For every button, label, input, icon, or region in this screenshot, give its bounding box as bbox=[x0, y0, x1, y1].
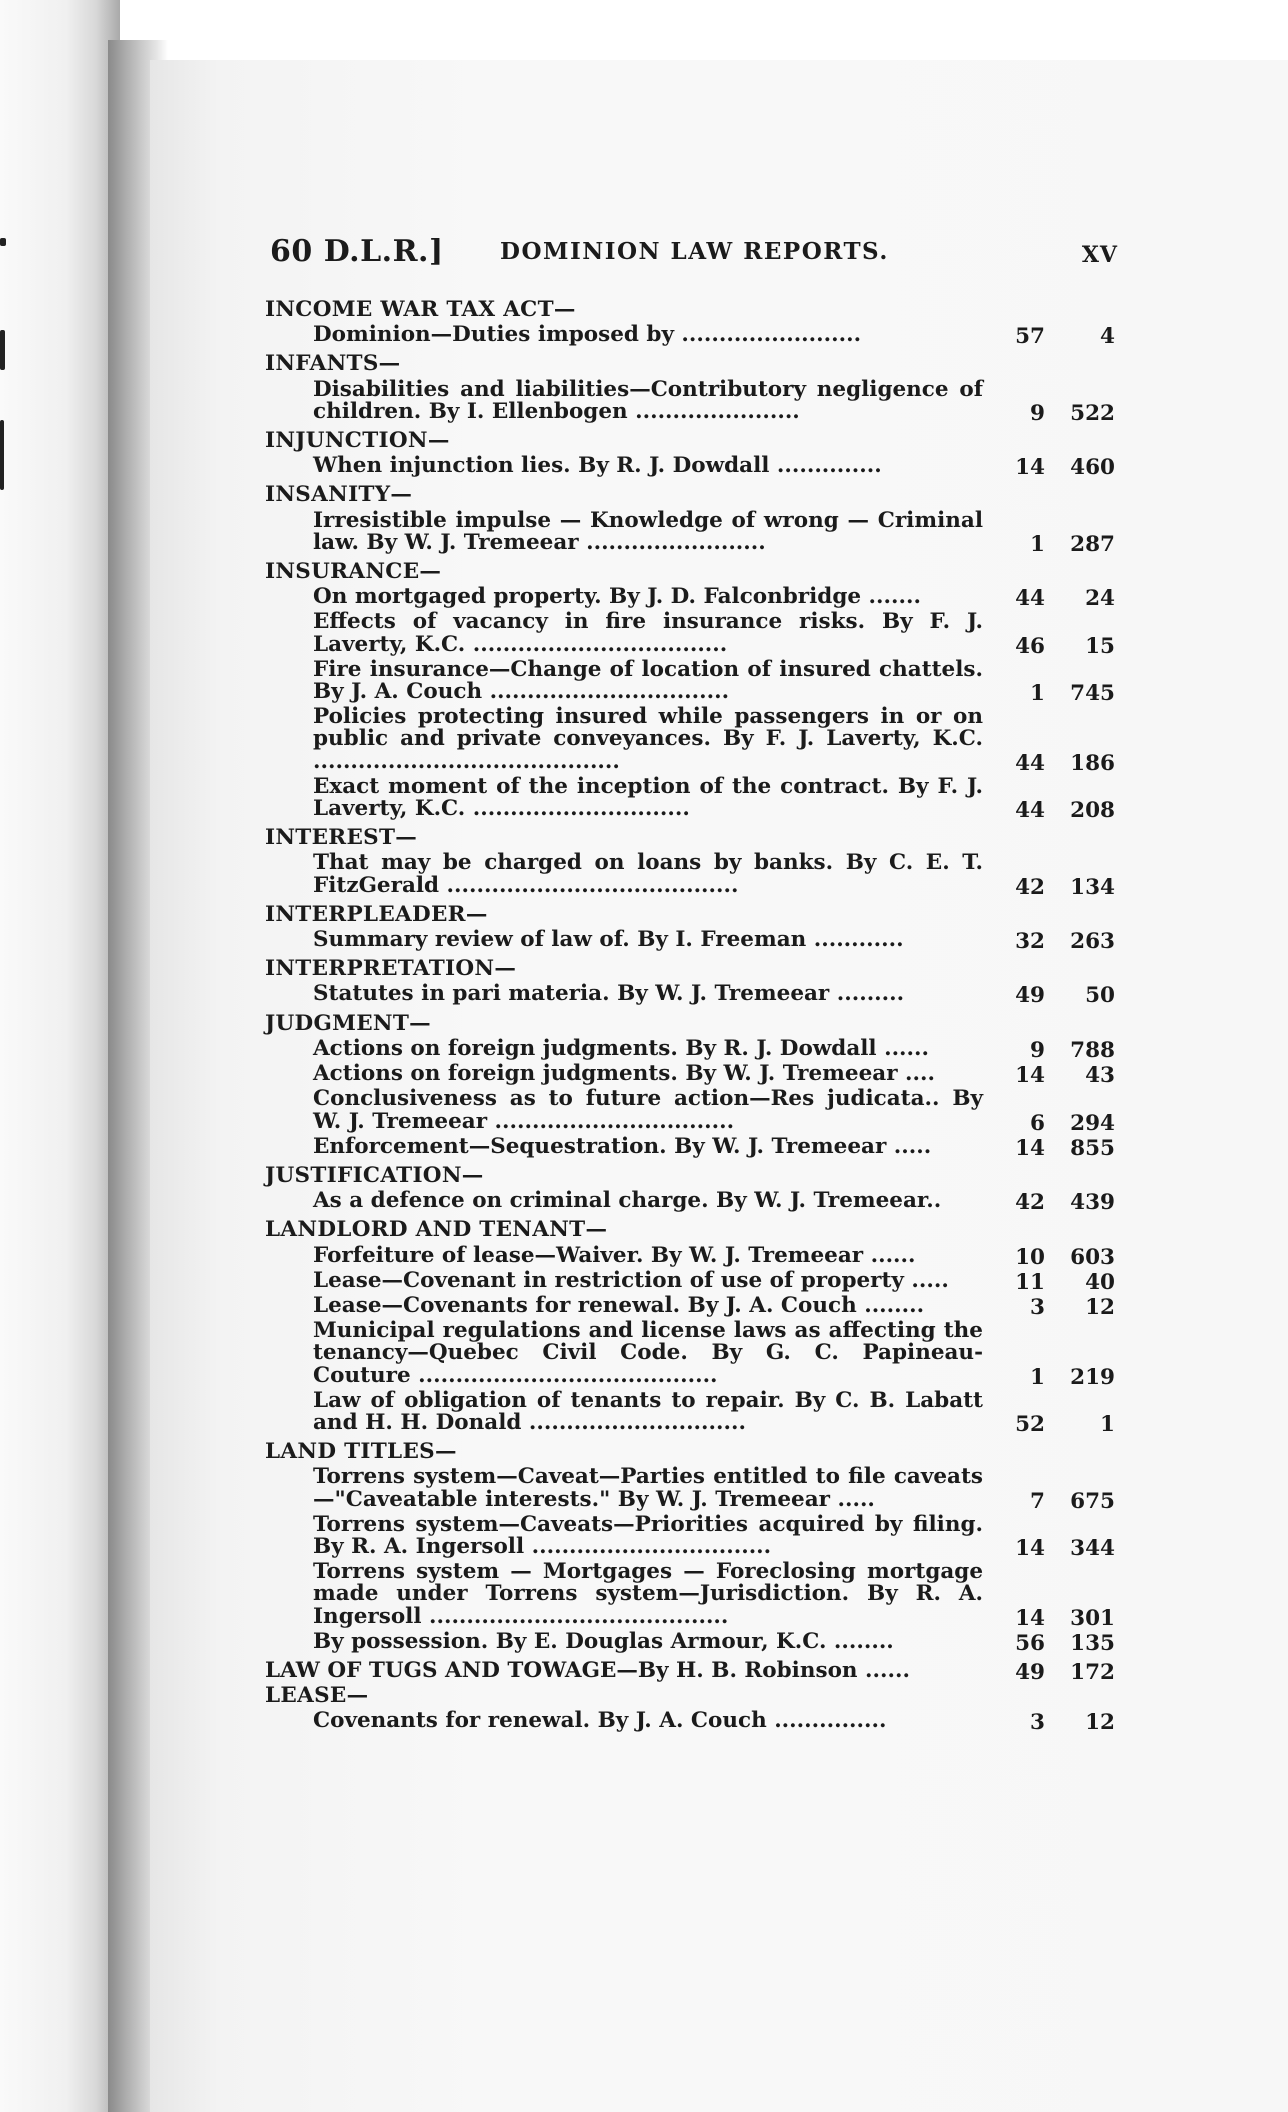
entry-page: 15 bbox=[1085, 633, 1115, 659]
entry-volume: 6 bbox=[1030, 1110, 1045, 1136]
entry-text: Conclusiveness as to future action—Res judicata.. By W. J. Tremeear ................................ bbox=[313, 1086, 983, 1134]
entry-volume: 42 bbox=[1015, 1190, 1045, 1216]
entry-volume: 44 bbox=[1015, 798, 1045, 824]
section-heading: INTERPRETATION— bbox=[265, 956, 517, 982]
entry-page: 50 bbox=[1085, 983, 1115, 1009]
entry-page: 788 bbox=[1070, 1037, 1115, 1063]
index-entry bbox=[265, 1511, 1115, 1561]
entry-volume: 44 bbox=[1015, 750, 1045, 776]
entry-text: Actions on foreign judgments. By R. J. Dowdall ...... bbox=[313, 1035, 929, 1061]
index-entry bbox=[265, 322, 1115, 350]
entry-volume: 57 bbox=[1015, 324, 1045, 350]
entry-text: As a defence on criminal charge. By W. J. Tremeear.. bbox=[313, 1188, 942, 1214]
entry-page: 219 bbox=[1070, 1364, 1115, 1390]
volume-label: 60 D.L.R.] bbox=[270, 234, 444, 269]
entry-page: 135 bbox=[1070, 1630, 1115, 1656]
index-entry bbox=[265, 1628, 1115, 1656]
entry-text: Dominion—Duties imposed by ........................ bbox=[313, 322, 862, 348]
entry-page: 675 bbox=[1070, 1488, 1115, 1514]
section-heading: LEASE— bbox=[265, 1683, 369, 1709]
entry-volume: 49 bbox=[1015, 983, 1045, 1009]
index-entry bbox=[265, 850, 1115, 900]
entry-page: 208 bbox=[1070, 798, 1115, 824]
index-entry bbox=[265, 376, 1115, 426]
index-section bbox=[265, 1217, 1115, 1437]
entry-volume: 14 bbox=[1015, 455, 1045, 481]
entry-page: 12 bbox=[1085, 1294, 1115, 1320]
publication-title: DOMINION LAW REPORTS. bbox=[500, 238, 889, 265]
entry-volume: 1 bbox=[1030, 681, 1045, 707]
index-entry bbox=[265, 507, 1115, 557]
index-section bbox=[265, 1683, 1115, 1736]
index-entry bbox=[265, 1188, 1115, 1216]
index-entry bbox=[265, 773, 1115, 824]
index-entry bbox=[265, 1464, 1115, 1514]
section-heading: JUSTIFICATION— bbox=[265, 1162, 484, 1188]
entry-volume: 42 bbox=[1015, 874, 1045, 900]
entry-text: Forfeiture of lease—Waiver. By W. J. Tremeear ...... bbox=[313, 1242, 916, 1268]
entry-page: 1 bbox=[1100, 1411, 1115, 1437]
entry-text: By possession. By E. Douglas Armour, K.C. ........ bbox=[313, 1628, 894, 1654]
entry-volume: 14 bbox=[1015, 1605, 1045, 1631]
entry-page: 186 bbox=[1070, 750, 1115, 776]
entry-volume: 9 bbox=[1030, 400, 1045, 426]
entry-volume: 32 bbox=[1015, 929, 1045, 955]
section-heading: LANDLORD AND TENANT— bbox=[265, 1217, 608, 1243]
index-entry bbox=[265, 1035, 1115, 1063]
entry-page: 301 bbox=[1070, 1605, 1115, 1631]
entry-volume: 1 bbox=[1030, 531, 1045, 557]
entry-volume: 14 bbox=[1015, 1063, 1045, 1089]
entry-volume: 10 bbox=[1015, 1244, 1045, 1270]
index-section bbox=[265, 825, 1115, 900]
index-entry bbox=[265, 1708, 1115, 1736]
entry-volume: 7 bbox=[1030, 1488, 1045, 1514]
entry-volume: 14 bbox=[1015, 1135, 1045, 1161]
index-entry bbox=[265, 981, 1115, 1009]
section-heading: INJUNCTION— bbox=[265, 428, 450, 454]
entry-page: 855 bbox=[1070, 1135, 1115, 1161]
edge-speck bbox=[0, 330, 5, 370]
index-section bbox=[265, 482, 1115, 557]
index-entry bbox=[265, 1318, 1115, 1390]
entry-volume: 11 bbox=[1015, 1269, 1045, 1295]
entry-page: 24 bbox=[1085, 586, 1115, 612]
section-heading: JUDGMENT— bbox=[265, 1010, 431, 1036]
index-section bbox=[265, 351, 1115, 426]
section-heading: LAND TITLES— bbox=[265, 1439, 457, 1465]
binding-gutter bbox=[0, 0, 120, 2112]
index-entry bbox=[265, 704, 1115, 776]
edge-speck bbox=[0, 420, 4, 490]
entry-page: 134 bbox=[1070, 874, 1115, 900]
section-heading: INTERPLEADER— bbox=[265, 901, 488, 927]
index-entry-tugs bbox=[265, 1657, 1115, 1685]
index-section bbox=[265, 297, 1115, 350]
entry-text: Enforcement—Sequestration. By W. J. Tremeear ..... bbox=[313, 1133, 932, 1159]
entry-text: Exact moment of the inception of the contract. By F. J. Laverty, K.C. ............................. bbox=[313, 773, 983, 822]
entry-page: 344 bbox=[1070, 1535, 1115, 1561]
index-entry bbox=[265, 609, 1115, 659]
index-section bbox=[265, 1162, 1115, 1216]
index-entry bbox=[265, 1267, 1115, 1295]
entry-text: Municipal regulations and license laws as affecting the tenancy—Quebec Civil Code. By G. C. Papineau-Couture ........................................ bbox=[313, 1318, 983, 1388]
entry-text: Torrens system—Caveats—Priorities acquired by filing. By R. A. Ingersoll ................................ bbox=[313, 1511, 983, 1559]
edge-speck bbox=[0, 238, 6, 246]
entry-volume: 14 bbox=[1015, 1535, 1045, 1561]
entry-volume: 1 bbox=[1030, 1364, 1045, 1390]
entry-text: Lease—Covenant in restriction of use of property ..... bbox=[313, 1267, 949, 1293]
section-heading: INSURANCE— bbox=[265, 559, 442, 585]
index-section bbox=[265, 1010, 1115, 1161]
entry-volume: 3 bbox=[1030, 1294, 1045, 1320]
index-entry bbox=[265, 927, 1115, 955]
entry-page: 522 bbox=[1070, 400, 1115, 426]
index-entry bbox=[265, 1387, 1115, 1437]
index-section bbox=[265, 428, 1115, 481]
section-heading: INTEREST— bbox=[265, 825, 418, 851]
index-section bbox=[265, 956, 1115, 1009]
index-entry bbox=[265, 1559, 1115, 1631]
entry-page: 603 bbox=[1070, 1244, 1115, 1270]
entry-text: That may be charged on loans by banks. By C. E. T. FitzGerald ....................................... bbox=[313, 850, 983, 898]
entry-text: Summary review of law of. By I. Freeman ............ bbox=[313, 927, 904, 953]
entry-volume: 46 bbox=[1015, 633, 1045, 659]
page-numeral: XV bbox=[1081, 242, 1118, 268]
index-entry bbox=[265, 1242, 1115, 1270]
entry-text: Lease—Covenants for renewal. By J. A. Couch ........ bbox=[313, 1292, 925, 1318]
entry-text: Torrens system—Caveat—Parties entitled to file caveats —"Caveatable interests." By W. J. Tremeear ..... bbox=[313, 1464, 983, 1512]
running-header bbox=[270, 234, 1118, 274]
entry-volume: 44 bbox=[1015, 586, 1045, 612]
entry-page: 745 bbox=[1070, 681, 1115, 707]
section-heading: INSANITY— bbox=[265, 482, 413, 508]
entry-volume: 56 bbox=[1015, 1630, 1045, 1656]
index-section bbox=[265, 901, 1115, 955]
index-entry bbox=[265, 1133, 1115, 1161]
entry-page: 4 bbox=[1100, 324, 1115, 350]
index-entry bbox=[265, 1292, 1115, 1320]
entry-text: Torrens system — Mortgages — Foreclosing mortgage made under Torrens system—Jurisdiction. By R. A. Ingersoll ........................................ bbox=[313, 1559, 983, 1629]
entry-page: 12 bbox=[1085, 1710, 1115, 1736]
index-entry bbox=[265, 1086, 1115, 1136]
entry-text: LAW OF TUGS AND TOWAGE—By H. B. Robinson ...... bbox=[265, 1657, 910, 1683]
index-entry bbox=[265, 453, 1115, 481]
entry-text: Actions on foreign judgments. By W. J. Tremeear .... bbox=[313, 1061, 935, 1087]
entry-text: Statutes in pari materia. By W. J. Tremeear ......... bbox=[313, 981, 905, 1007]
index-entry bbox=[265, 1061, 1115, 1089]
entry-page: 40 bbox=[1085, 1269, 1115, 1295]
index-entry bbox=[265, 584, 1115, 612]
index-section bbox=[265, 559, 1115, 824]
entry-page: 439 bbox=[1070, 1190, 1115, 1216]
section-heading: INCOME WAR TAX ACT— bbox=[265, 297, 576, 322]
subject-index bbox=[265, 292, 1115, 1736]
entry-page: 460 bbox=[1070, 455, 1115, 481]
entry-text: On mortgaged property. By J. D. Falconbridge ....... bbox=[313, 584, 921, 610]
entry-text: When injunction lies. By R. J. Dowdall .............. bbox=[313, 453, 882, 479]
entry-text: Covenants for renewal. By J. A. Couch ............... bbox=[313, 1708, 887, 1734]
entry-volume: 52 bbox=[1015, 1411, 1045, 1437]
entry-volume: 3 bbox=[1030, 1710, 1045, 1736]
entry-text: Fire insurance—Change of location of insured chattels. By J. A. Couch ................................ bbox=[313, 656, 983, 705]
entry-page: 172 bbox=[1070, 1659, 1115, 1685]
entry-page: 287 bbox=[1070, 531, 1115, 557]
entry-page: 43 bbox=[1085, 1063, 1115, 1089]
section-heading: INFANTS— bbox=[265, 351, 401, 377]
index-entry bbox=[265, 656, 1115, 707]
entry-text: Effects of vacancy in fire insurance risks. By F. J. Laverty, K.C. .................................. bbox=[313, 609, 983, 657]
entry-volume: 9 bbox=[1030, 1037, 1045, 1063]
entry-page: 294 bbox=[1070, 1110, 1115, 1136]
entry-page: 263 bbox=[1070, 929, 1115, 955]
entry-text: Law of obligation of tenants to repair. By C. B. Labatt and H. H. Donald ............................. bbox=[313, 1387, 983, 1435]
index-section bbox=[265, 1439, 1115, 1656]
entry-text: Policies protecting insured while passengers in or on public and private conveyances. By F. J. Laverty, K.C. ......................................... bbox=[313, 704, 983, 774]
entry-volume: 49 bbox=[1015, 1659, 1045, 1685]
entry-text: Irresistible impulse — Knowledge of wrong — Criminal law. By W. J. Tremeear ........................ bbox=[313, 507, 983, 555]
entry-text: Disabilities and liabilities—Contributory negligence of children. By I. Ellenbogen ...................... bbox=[313, 376, 983, 424]
